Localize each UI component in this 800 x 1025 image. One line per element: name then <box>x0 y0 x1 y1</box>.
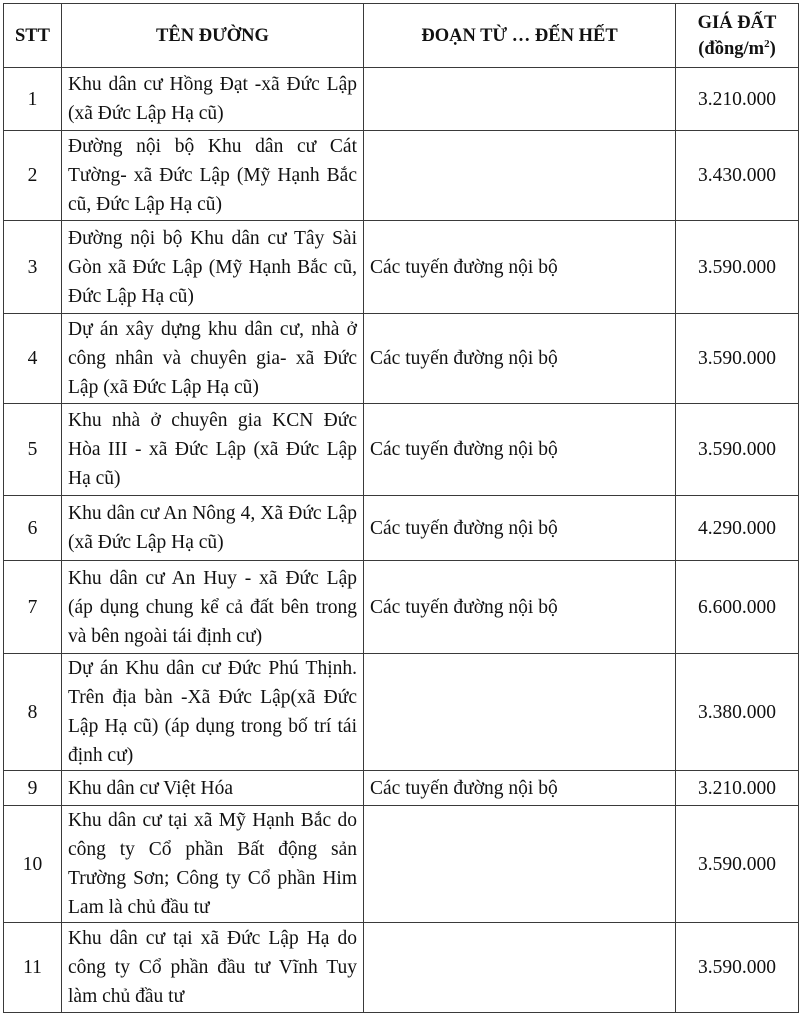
table-row <box>4 561 799 654</box>
row-price: 3.380.000 <box>676 654 799 771</box>
table-header-row <box>4 4 799 68</box>
row-segment: Các tuyến đường nội bộ <box>364 221 676 314</box>
row-price: 3.590.000 <box>676 314 799 404</box>
row-price: 3.590.000 <box>676 806 799 923</box>
row-stt: 3 <box>4 221 62 314</box>
row-stt: 6 <box>4 496 62 561</box>
row-segment <box>364 68 676 131</box>
row-segment: Các tuyến đường nội bộ <box>364 404 676 496</box>
row-price: 4.290.000 <box>676 496 799 561</box>
header-segment: ĐOẠN TỪ … ĐẾN HẾT <box>364 4 676 68</box>
row-street-name: Khu dân cư An Huy - xã Đức Lập (áp dụng chung kể cả đất bên trong và bên ngoài tái định cư) <box>62 561 364 654</box>
table-row <box>4 404 799 496</box>
table-row <box>4 654 799 771</box>
row-street-name: Đường nội bộ Khu dân cư Tây Sài Gòn xã Đức Lập (Mỹ Hạnh Bắc cũ, Đức Lập Hạ cũ) <box>62 221 364 314</box>
row-stt: 10 <box>4 806 62 923</box>
table-row <box>4 496 799 561</box>
row-segment: Các tuyến đường nội bộ <box>364 496 676 561</box>
row-price: 3.210.000 <box>676 771 799 806</box>
row-stt: 2 <box>4 131 62 221</box>
header-stt: STT <box>4 4 62 68</box>
row-segment <box>364 131 676 221</box>
row-price: 3.210.000 <box>676 68 799 131</box>
row-street-name: Khu dân cư An Nông 4, Xã Đức Lập (xã Đức Lập Hạ cũ) <box>62 496 364 561</box>
row-street-name: Dự án xây dựng khu dân cư, nhà ở công nhân và chuyên gia- xã Đức Lập (xã Đức Lập Hạ cũ) <box>62 314 364 404</box>
row-segment <box>364 654 676 771</box>
row-price: 3.590.000 <box>676 221 799 314</box>
row-street-name: Dự án Khu dân cư Đức Phú Thịnh. Trên địa bàn -Xã Đức Lập(xã Đức Lập Hạ cũ) (áp dụng trong bố trí tái định cư) <box>62 654 364 771</box>
row-stt: 8 <box>4 654 62 771</box>
row-stt: 5 <box>4 404 62 496</box>
row-price: 3.430.000 <box>676 131 799 221</box>
header-land-price-label: GIÁ ĐẤT <box>697 12 777 33</box>
row-segment <box>364 806 676 923</box>
table-row <box>4 131 799 221</box>
row-price: 6.600.000 <box>676 561 799 654</box>
row-price: 3.590.000 <box>676 404 799 496</box>
row-segment: Các tuyến đường nội bộ <box>364 561 676 654</box>
row-street-name: Khu nhà ở chuyên gia KCN Đức Hòa III - xã Đức Lập (xã Đức Lập Hạ cũ) <box>62 404 364 496</box>
row-stt: 11 <box>4 923 62 1013</box>
header-street-name: TÊN ĐƯỜNG <box>62 4 364 68</box>
header-land-price <box>676 4 799 68</box>
header-land-price-unit: $(đồng/m^2)$ <box>698 37 776 59</box>
land-price-table <box>3 3 799 1013</box>
row-stt: 4 <box>4 314 62 404</box>
row-street-name: Đường nội bộ Khu dân cư Cát Tường- xã Đức Lập (Mỹ Hạnh Bắc cũ, Đức Lập Hạ cũ) <box>62 131 364 221</box>
row-stt: 7 <box>4 561 62 654</box>
table-row <box>4 923 799 1013</box>
table-row <box>4 771 799 806</box>
row-street-name: Khu dân cư tại xã Đức Lập Hạ do công ty Cổ phần đầu tư Vĩnh Tuy làm chủ đầu tư <box>62 923 364 1013</box>
table-row <box>4 68 799 131</box>
row-stt: 9 <box>4 771 62 806</box>
row-segment <box>364 923 676 1013</box>
table-row <box>4 314 799 404</box>
table-row <box>4 221 799 314</box>
row-street-name: Khu dân cư tại xã Mỹ Hạnh Bắc do công ty Cổ phần Bất động sản Trường Sơn; Công ty Cổ phần Him Lam là chủ đầu tư <box>62 806 364 923</box>
row-price: 3.590.000 <box>676 923 799 1013</box>
row-segment: Các tuyến đường nội bộ <box>364 314 676 404</box>
row-street-name: Khu dân cư Hồng Đạt -xã Đức Lập (xã Đức Lập Hạ cũ) <box>62 68 364 131</box>
row-street-name: Khu dân cư Việt Hóa <box>62 771 364 806</box>
row-stt: 1 <box>4 68 62 131</box>
table-row <box>4 806 799 923</box>
row-segment: Các tuyến đường nội bộ <box>364 771 676 806</box>
